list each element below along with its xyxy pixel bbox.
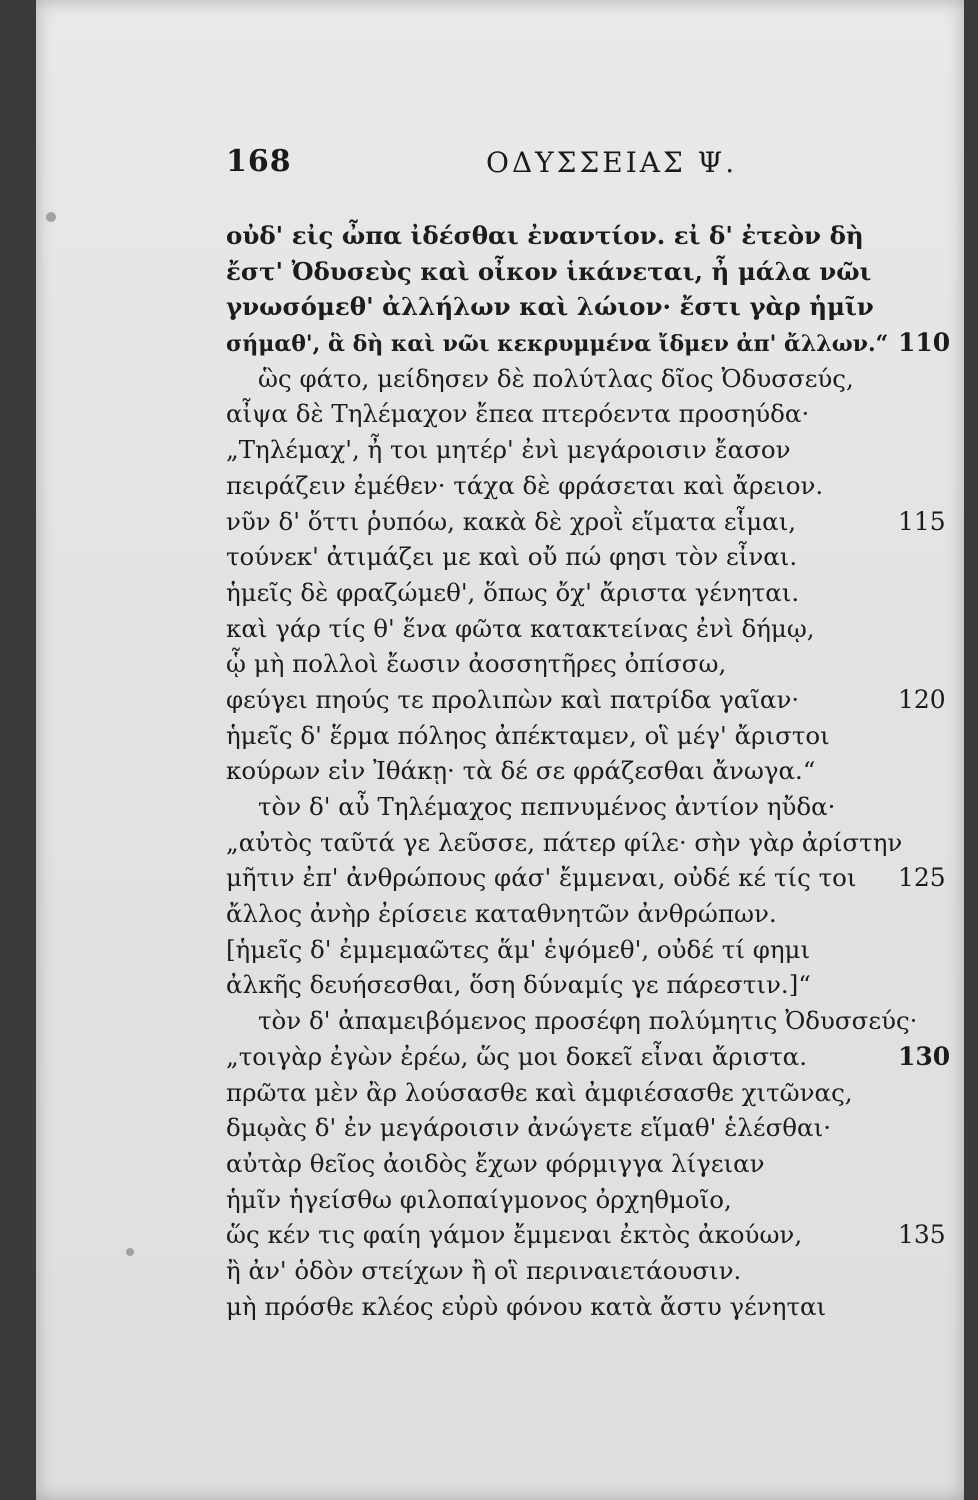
verse-line (226, 896, 956, 932)
verse-line-text: μὴ πρόσθε κλέος εὐρὺ φόνου κατὰ ἄστυ γένηται (226, 1291, 827, 1321)
verse-line (226, 1182, 956, 1218)
book-page (36, 0, 964, 1500)
verse-line (226, 504, 956, 540)
verse-line-text: δμῳὰς δ' ἐν μεγάροισιν ἀνώγετε εἵμαθ' ἑλέσθαι· (226, 1113, 831, 1143)
ink-smudge (126, 1248, 134, 1256)
verse-line (226, 1110, 956, 1146)
verse-line-text: ᾧ μὴ πολλοὶ ἔωσιν ἀοσσητῆρες ὀπίσσω, (226, 649, 727, 679)
verse-line (226, 1003, 956, 1039)
running-title: ΟΔΥΣΣΕΙΑΣ Ψ. (486, 146, 738, 179)
verse-line-text: οὐδ' εἰς ὦπα ἰδέσθαι ἐναντίον. εἰ δ' ἐτεὸν δὴ (226, 221, 864, 250)
page-header (226, 144, 786, 184)
verse-line-text: πειράζειν ἐμέθεν· τάχα δὲ φράσεται καὶ ἄρειον. (226, 470, 824, 500)
verse-line (226, 1253, 956, 1289)
verse-line (226, 325, 956, 361)
verse-line-text: ἔστ' Ὀδυσεὺς καὶ οἶκον ἱκάνεται, ἦ μάλα νῶι (226, 256, 872, 286)
verse-line (226, 825, 956, 861)
verse-line-text: πρῶτα μὲν ἂρ λούσασθε καὶ ἀμφιέσασθε χιτῶνας, (226, 1077, 853, 1107)
ink-smudge (46, 212, 56, 222)
verse-line (226, 396, 956, 432)
verse-line-text: „Τηλέμαχ', ἦ τοι μητέρ' ἐνὶ μεγάροισιν ἔασον (226, 435, 791, 465)
verse-line-text: ὥς κέν τις φαίη γάμον ἔμμεναι ἐκτὸς ἀκούων, (226, 1220, 803, 1250)
verse-line (226, 646, 956, 682)
verse-line-text: σήμαθ', ἃ δὴ καὶ νῶι κεκρυμμένα ἴδμεν ἀπ' ἄλλων.“ (226, 331, 889, 358)
verse-line-text: νῦν δ' ὅττι ῥυπόω, κακὰ δὲ χροῒ εἵματα εἷμαι, (226, 506, 797, 536)
verse-line-text: κούρων εἰν Ἰθάκῃ· τὰ δέ σε φράζεσθαι ἄνωγα.“ (226, 756, 816, 786)
verse-line-text: φεύγει πηούς τε προλιπὼν καὶ πατρίδα γαῖαν· (226, 684, 800, 714)
verse-line (226, 254, 956, 290)
verse-line-text: ἢ ἀν' ὁδὸν στείχων ἢ οἳ περιναιετάουσιν. (226, 1255, 742, 1285)
verse-line-text: ὣς φάτο, μείδησεν δὲ πολύτλας δῖος Ὀδυσσεύς, (258, 363, 854, 393)
verse-line (226, 289, 956, 325)
verse-line (226, 611, 956, 647)
verse-line (226, 753, 956, 789)
verse-line-text: τὸν δ' αὖ Τηλέμαχος πεπνυμένος ἀντίον ηὔδα· (258, 792, 836, 821)
verse-line-text: ἡμεῖς δ' ἕρμα πόληος ἀπέκταμεν, οἳ μέγ' ἄριστοι (226, 720, 830, 750)
verse-line-text: [ἡμεῖς δ' ἐμμεμαῶτες ἅμ' ἑψόμεθ', οὐδέ τί φημι (226, 934, 811, 964)
verse-line (226, 932, 956, 968)
verse-line-text: ἡμεῖς δὲ φραζώμεθ', ὅπως ὄχ' ἄριστα γένηται. (226, 577, 800, 607)
verse-line (226, 1217, 956, 1253)
verse-line-text: καὶ γάρ τίς θ' ἕνα φῶτα κατακτείνας ἐνὶ δήμῳ, (226, 613, 815, 643)
verse-line (226, 682, 956, 718)
verse-line (226, 539, 956, 575)
verse-line-text: „τοιγὰρ ἐγὼν ἐρέω, ὥς μοι δοκεῖ εἶναι ἄριστα. (226, 1041, 807, 1071)
line-number: 130 (898, 1041, 951, 1071)
line-number: 135 (898, 1220, 946, 1250)
verse-line-text: αὐτὰρ θεῖος ἀοιδὸς ἔχων φόρμιγγα λίγειαν (226, 1148, 765, 1178)
verse-line (226, 1075, 956, 1111)
verse-line (226, 468, 956, 504)
verse-line (226, 361, 956, 397)
verse-line (226, 1289, 956, 1325)
verse-line-text: „αὐτὸς ταῦτά γε λεῦσσε, πάτερ φίλε· σὴν γὰρ ἀρίστην (226, 827, 903, 857)
verse-line (226, 432, 956, 468)
verse-line-text: ἄλλος ἀνὴρ ἐρίσειε καταθνητῶν ἀνθρώπων. (226, 899, 777, 929)
verse-line-text: μῆτιν ἐπ' ἀνθρώπους φάσ' ἔμμεναι, οὐδέ κέ τίς τοι (226, 863, 857, 893)
verse-line (226, 218, 956, 254)
line-number: 110 (898, 328, 951, 358)
line-number: 115 (898, 506, 946, 536)
verse-line (226, 789, 956, 825)
verse-line-text: ἀλκῆς δευήσεσθαι, ὅση δύναμίς γε πάρεστιν.]“ (226, 970, 811, 1000)
verse-line-text: τούνεκ' ἀτιμάζει με καὶ οὔ πώ φησι τὸν εἶναι. (226, 542, 798, 572)
verse-line (226, 967, 956, 1003)
page-number: 168 (226, 144, 292, 179)
line-number: 120 (898, 684, 946, 714)
verse-line-text: αἶψα δὲ Τηλέμαχον ἔπεα πτερόεντα προσηύδα· (226, 399, 810, 429)
verse-text-block (226, 218, 956, 1324)
verse-line (226, 860, 956, 896)
verse-line-text: γνωσόμεθ' ἀλλήλων καὶ λώιον· ἔστι γὰρ ἡμῖν (226, 292, 874, 322)
verse-line (226, 718, 956, 754)
verse-line (226, 1039, 956, 1075)
verse-line-text: τὸν δ' ἀπαμειβόμενος προσέφη πολύμητις Ὀδυσσεύς· (258, 1006, 918, 1036)
verse-line (226, 575, 956, 611)
line-number: 125 (898, 863, 946, 893)
verse-line-text: ἡμῖν ἡγείσθω φιλοπαίγμονος ὀρχηθμοῖο, (226, 1184, 732, 1214)
verse-line (226, 1146, 956, 1182)
